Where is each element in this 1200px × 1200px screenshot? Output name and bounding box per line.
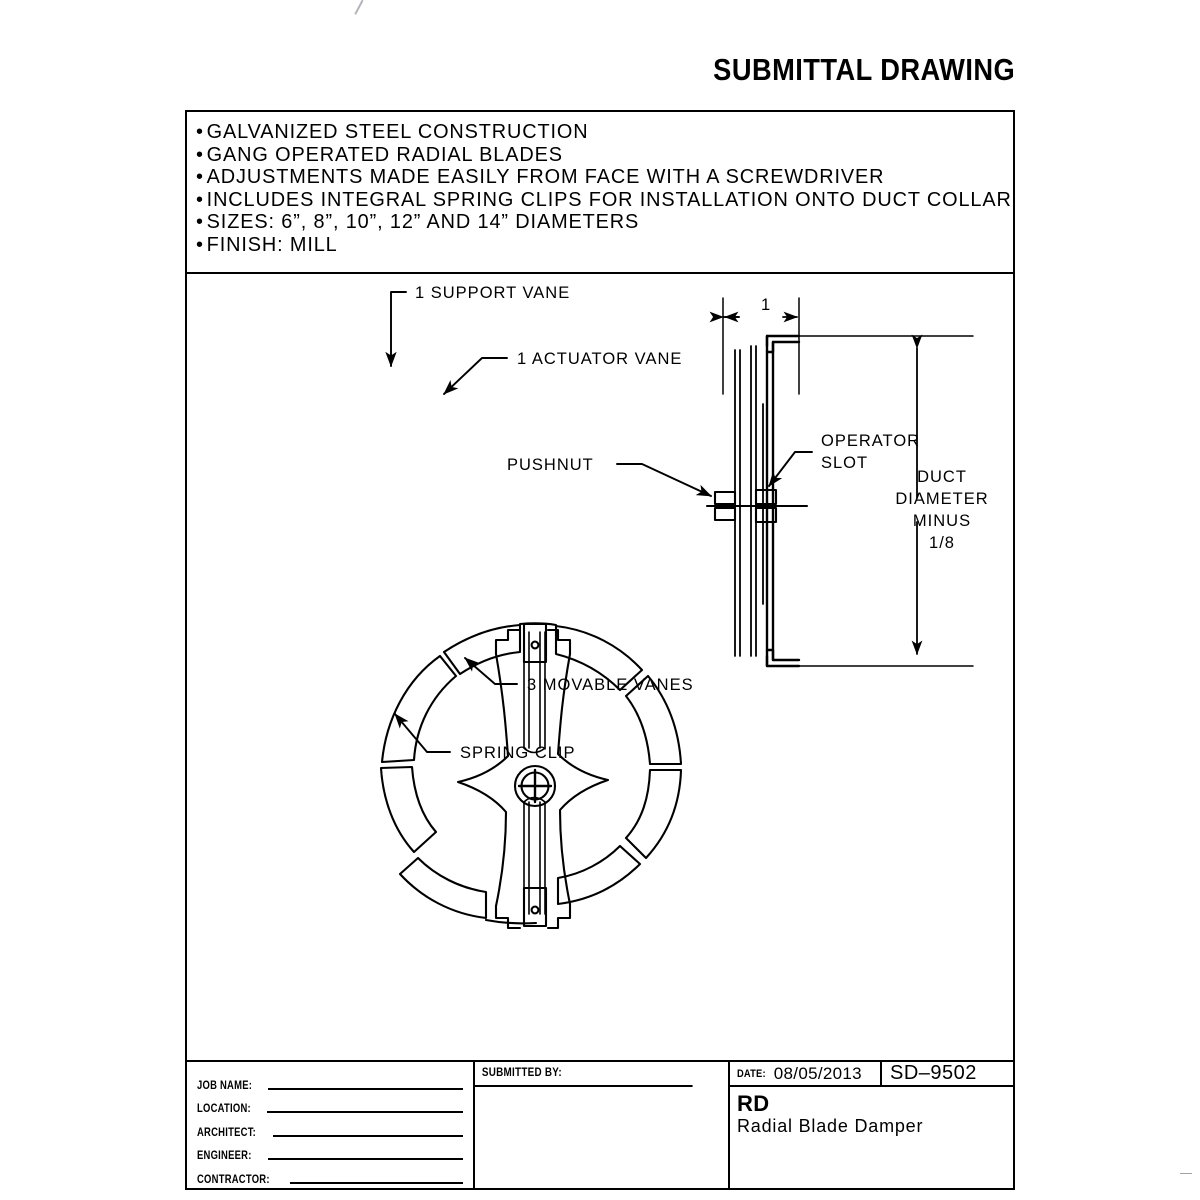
- spec-text: INCLUDES INTEGRAL SPRING CLIPS FOR INSTALLATION ONTO DUCT COLLAR: [206, 187, 1012, 211]
- spec-line: [196, 166, 988, 189]
- field-label: LOCATION:: [197, 1103, 251, 1115]
- dimension-duct-line1: DUCT: [917, 468, 967, 486]
- field-rule[interactable]: [267, 1111, 463, 1113]
- submitted-by-cell[interactable]: [475, 1062, 730, 1188]
- drawing-number: SD–9502: [890, 1062, 977, 1084]
- field-rule[interactable]: [273, 1135, 463, 1137]
- dimension-duct-line2: DIAMETER: [895, 490, 989, 508]
- field-label: CONTRACTOR:: [197, 1173, 270, 1186]
- callout-operator-slot-line1: OPERATOR: [821, 432, 921, 450]
- model-code: RD: [737, 1091, 770, 1116]
- center-hub-icon: [515, 766, 555, 806]
- bullet-icon: •: [196, 142, 204, 166]
- field-label: ARCHITECT:: [197, 1126, 257, 1139]
- field-contractor[interactable]: [197, 1163, 463, 1187]
- field-label: JOB NAME:: [197, 1079, 253, 1092]
- scan-artifact-edge: [1180, 1173, 1192, 1174]
- date-label: DATE:: [737, 1067, 766, 1080]
- field-location[interactable]: [197, 1093, 463, 1117]
- drawing-svg: [187, 274, 1013, 1064]
- callout-movable-vanes: 3 MOVABLE VANES: [527, 676, 694, 694]
- spec-text: SIZES: 6”, 8”, 10”, 12” AND 14” DIAMETERS: [206, 210, 640, 234]
- leader-support-vane: [391, 292, 406, 366]
- dimension-duct-line4: 1/8: [929, 534, 955, 552]
- spec-text: ADJUSTMENTS MADE EASILY FROM FACE WITH A SCREWDRIVER: [206, 165, 885, 189]
- bullet-icon: •: [196, 232, 204, 256]
- leader-movable-vanes: [465, 658, 517, 684]
- spec-text: GANG OPERATED RADIAL BLADES: [206, 142, 563, 166]
- field-job-name[interactable]: [197, 1069, 463, 1093]
- leader-pushnut: [617, 464, 711, 496]
- bullet-icon: •: [196, 210, 204, 234]
- spec-line: [196, 187, 1012, 212]
- spec-line: [196, 121, 988, 144]
- date-and-number-row: [730, 1062, 1013, 1087]
- submitted-by-label: SUBMITTED BY:: [475, 1062, 693, 1087]
- drawing-identification: [730, 1062, 1013, 1188]
- spec-text: GALVANIZED STEEL CONSTRUCTION: [206, 120, 589, 143]
- project-fields: [187, 1062, 475, 1188]
- date-value: 08/05/2013: [773, 1063, 862, 1083]
- callout-support-vane: 1 SUPPORT VANE: [415, 284, 571, 302]
- bullet-icon: •: [196, 165, 204, 189]
- callout-actuator-vane: 1 ACTUATOR VANE: [517, 350, 683, 368]
- callout-pushnut: PUSHNUT: [507, 456, 594, 474]
- date-cell: [730, 1062, 882, 1085]
- scan-artifact: [354, 0, 377, 22]
- leader-actuator-vane: [444, 358, 507, 394]
- spec-line: [196, 144, 988, 167]
- title-block: [187, 1060, 1013, 1188]
- technical-illustration: [187, 274, 1013, 1064]
- drawing-frame: [185, 110, 1015, 1190]
- leader-operator-slot: [769, 452, 812, 486]
- spec-line: [196, 234, 988, 257]
- callout-operator-slot-line2: SLOT: [821, 454, 869, 472]
- model-info: [730, 1087, 1013, 1137]
- dimension-duct-line3: MINUS: [912, 512, 972, 530]
- field-label: ENGINEER:: [197, 1150, 252, 1162]
- bullet-icon: •: [196, 120, 204, 143]
- bullet-icon: •: [196, 187, 204, 211]
- field-rule[interactable]: [268, 1158, 463, 1160]
- page-title: SUBMITTAL DRAWING: [713, 52, 1015, 87]
- field-rule[interactable]: [290, 1182, 463, 1184]
- field-rule[interactable]: [268, 1088, 463, 1090]
- field-engineer[interactable]: [197, 1140, 463, 1164]
- field-architect[interactable]: [197, 1116, 463, 1140]
- specification-notes: [187, 112, 1013, 274]
- model-name: Radial Blade Damper: [737, 1116, 924, 1136]
- spec-line: [196, 211, 988, 234]
- spec-text: FINISH: MILL: [206, 232, 338, 256]
- dimension-width: 1: [761, 296, 772, 314]
- callout-spring-clip: SPRING CLIP: [460, 744, 576, 762]
- spring-clip-top: [524, 624, 546, 662]
- front-view: [381, 623, 681, 928]
